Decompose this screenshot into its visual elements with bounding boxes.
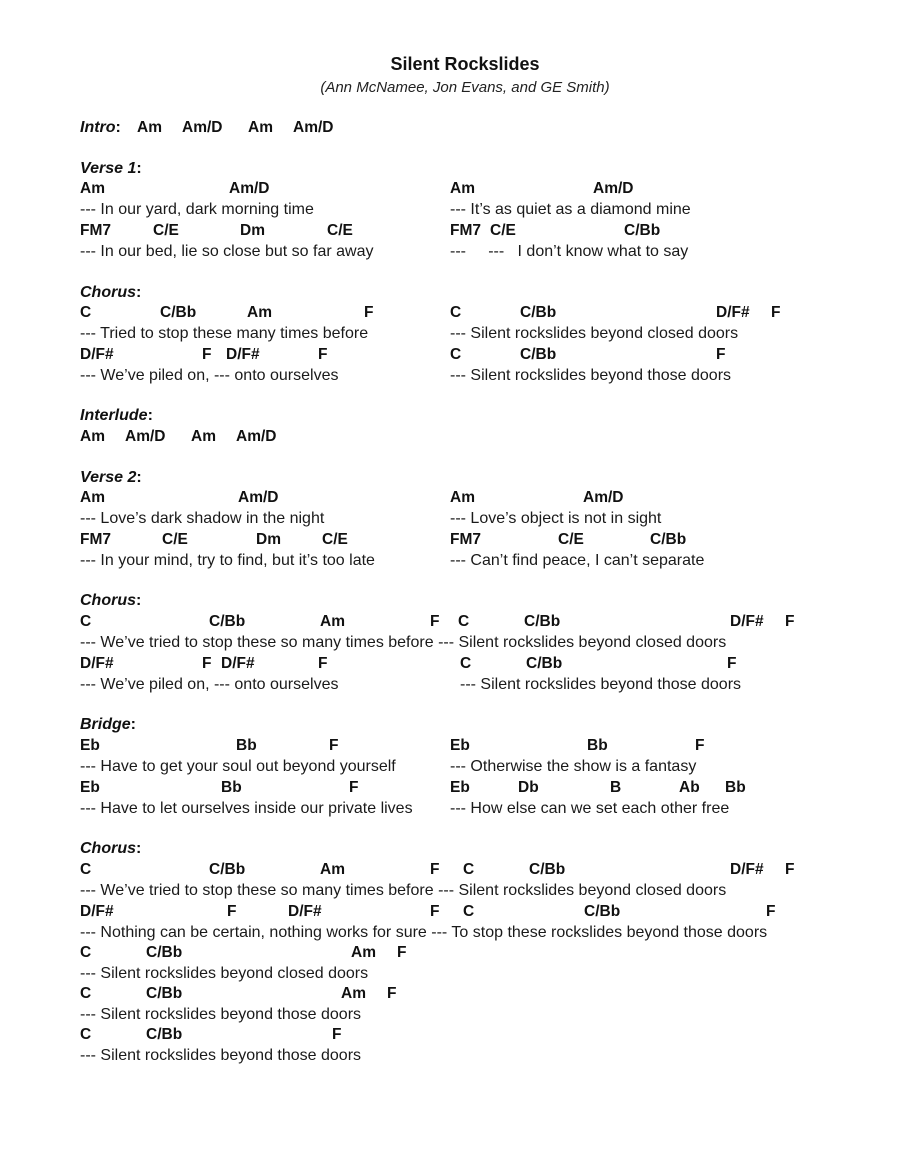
chord: Bb bbox=[221, 779, 242, 796]
chord: Bb bbox=[725, 779, 746, 796]
lyric-line: --- Silent rockslides beyond closed doors bbox=[450, 325, 739, 342]
chord: C/Bb bbox=[209, 861, 246, 878]
chord: Bb bbox=[236, 737, 257, 754]
lyric-line: --- Have to let ourselves inside our private lives bbox=[80, 800, 413, 817]
lyric-line: --- We’ve piled on, --- onto ourselves bbox=[80, 676, 339, 693]
chord: C/Bb bbox=[650, 531, 687, 548]
chord: Dm bbox=[256, 531, 281, 548]
chord: C/Bb bbox=[520, 346, 557, 363]
lyric-line: --- We’ve tried to stop these so many times before --- Silent rockslides beyond closed doors bbox=[80, 634, 727, 651]
chord: F bbox=[397, 944, 407, 961]
chord: F bbox=[727, 655, 737, 672]
chord: Am/D bbox=[583, 489, 624, 506]
section-label-text: Interlude bbox=[80, 407, 148, 424]
chord: C bbox=[80, 304, 92, 321]
chord: Am bbox=[450, 180, 475, 197]
chord: Dm bbox=[240, 222, 265, 239]
chord: C bbox=[80, 944, 92, 961]
lyric-line: --- Have to get your soul out beyond yourself bbox=[80, 758, 396, 775]
lyric-line: --- Love’s dark shadow in the night bbox=[80, 510, 325, 527]
chord: F bbox=[318, 655, 328, 672]
chord: Am bbox=[320, 613, 345, 630]
chord: C/E bbox=[322, 531, 348, 548]
chord: Am/D bbox=[293, 119, 334, 136]
song-credits: (Ann McNamee, Jon Evans, and GE Smith) bbox=[320, 79, 610, 96]
chord: F bbox=[430, 903, 440, 920]
chord: Eb bbox=[80, 779, 100, 796]
chord: C/E bbox=[153, 222, 179, 239]
chord: C/Bb bbox=[526, 655, 563, 672]
chord: Am bbox=[80, 180, 105, 197]
chord: C bbox=[80, 1026, 92, 1043]
section-label: Verse 2: bbox=[80, 469, 142, 486]
chord: C/E bbox=[327, 222, 353, 239]
lyric-line: --- We’ve piled on, --- onto ourselves bbox=[80, 367, 339, 384]
section-label: Chorus: bbox=[80, 284, 142, 301]
section-label-text: Chorus bbox=[80, 592, 136, 609]
chord: C/Bb bbox=[146, 1026, 183, 1043]
chord: F bbox=[364, 304, 374, 321]
chord: Am bbox=[248, 119, 273, 136]
chord: Eb bbox=[80, 737, 100, 754]
chord: Am bbox=[320, 861, 345, 878]
chord: C/Bb bbox=[146, 985, 183, 1002]
chord: Eb bbox=[450, 779, 470, 796]
lyric-line: --- Silent rockslides beyond closed doors bbox=[80, 965, 369, 982]
lyric-line: --- Silent rockslides beyond those doors bbox=[80, 1047, 362, 1064]
chord: Am bbox=[137, 119, 162, 136]
chord: Ab bbox=[679, 779, 700, 796]
chord: C/Bb bbox=[584, 903, 621, 920]
chord: C/E bbox=[162, 531, 188, 548]
chord: D/F# bbox=[226, 346, 260, 363]
chord: F bbox=[349, 779, 359, 796]
chord: C/Bb bbox=[209, 613, 246, 630]
chord: FM7 bbox=[450, 222, 481, 239]
chord: D/F# bbox=[730, 861, 764, 878]
section-label-text: Verse 1 bbox=[80, 160, 137, 177]
chord: Am/D bbox=[229, 180, 270, 197]
section-label-text: Bridge bbox=[80, 716, 131, 733]
chord: F bbox=[785, 861, 795, 878]
section-label: Interlude: bbox=[80, 407, 153, 424]
section-label-text: Chorus bbox=[80, 840, 136, 857]
section-label: Verse 1: bbox=[80, 160, 142, 177]
lyric-line: --- --- I don’t know what to say bbox=[450, 243, 689, 260]
chord: Am bbox=[450, 489, 475, 506]
chord: C/Bb bbox=[160, 304, 197, 321]
chord: D/F# bbox=[221, 655, 255, 672]
lyric-line: --- In your mind, try to find, but it’s too late bbox=[80, 552, 375, 569]
chord: B bbox=[610, 779, 622, 796]
chord: C bbox=[450, 304, 462, 321]
chord: C/Bb bbox=[524, 613, 561, 630]
lyric-line: --- Nothing can be certain, nothing works for sure --- To stop these rockslides beyond those doors bbox=[80, 924, 768, 941]
chord: C/Bb bbox=[146, 944, 183, 961]
chord: Am/D bbox=[236, 428, 277, 445]
chord: Am bbox=[351, 944, 376, 961]
chord: Am bbox=[80, 428, 105, 445]
lyric-line: --- We’ve tried to stop these so many times before --- Silent rockslides beyond closed doors bbox=[80, 882, 727, 899]
chord: Am bbox=[80, 489, 105, 506]
chord: C bbox=[463, 861, 475, 878]
chord: Db bbox=[518, 779, 539, 796]
chord: F bbox=[785, 613, 795, 630]
chord: F bbox=[430, 861, 440, 878]
chord: C/Bb bbox=[529, 861, 566, 878]
intro-label bbox=[80, 119, 121, 137]
chord: FM7 bbox=[450, 531, 481, 548]
section-label: Bridge: bbox=[80, 716, 136, 733]
chord: C bbox=[463, 903, 475, 920]
chord: C bbox=[458, 613, 470, 630]
chord: C/E bbox=[490, 222, 516, 239]
intro-label-text: Intro bbox=[80, 119, 116, 136]
lyric-line: --- Love’s object is not in sight bbox=[450, 510, 662, 527]
lyric-line: --- Silent rockslides beyond those doors bbox=[80, 1006, 362, 1023]
chord: F bbox=[227, 903, 237, 920]
chord: C/E bbox=[558, 531, 584, 548]
chord: C bbox=[450, 346, 462, 363]
lyric-line: --- Can’t find peace, I can’t separate bbox=[450, 552, 705, 569]
chord: C/Bb bbox=[624, 222, 661, 239]
chord: Am/D bbox=[593, 180, 634, 197]
chord: FM7 bbox=[80, 222, 111, 239]
chord: Am/D bbox=[182, 119, 223, 136]
chord: D/F# bbox=[80, 655, 114, 672]
song-title: Silent Rockslides bbox=[390, 54, 540, 74]
section-label-text: Verse 2 bbox=[80, 469, 137, 486]
chord: C bbox=[80, 613, 92, 630]
chord: D/F# bbox=[80, 346, 114, 363]
chord: Am bbox=[247, 304, 272, 321]
chord: Am bbox=[191, 428, 216, 445]
intro-colon: : bbox=[115, 119, 121, 136]
chord: D/F# bbox=[716, 304, 750, 321]
chord: F bbox=[766, 903, 776, 920]
chord: C bbox=[80, 985, 92, 1002]
chord: FM7 bbox=[80, 531, 111, 548]
chord: F bbox=[771, 304, 781, 321]
chord: Am/D bbox=[125, 428, 166, 445]
chord: F bbox=[318, 346, 328, 363]
chord: Am/D bbox=[238, 489, 279, 506]
chord: F bbox=[332, 1026, 342, 1043]
lyric-line: --- Silent rockslides beyond those doors bbox=[460, 676, 742, 693]
chord: D/F# bbox=[730, 613, 764, 630]
lyric-line: --- Tried to stop these many times before bbox=[80, 325, 369, 342]
chord: Am bbox=[341, 985, 366, 1002]
chord: C bbox=[80, 861, 92, 878]
chord: D/F# bbox=[288, 903, 322, 920]
lyric-line: --- How else can we set each other free bbox=[450, 800, 730, 817]
section-label: Chorus: bbox=[80, 840, 142, 857]
lyric-line: --- Otherwise the show is a fantasy bbox=[450, 758, 697, 775]
chord: F bbox=[695, 737, 705, 754]
chord: F bbox=[202, 655, 212, 672]
lyric-line: --- In our yard, dark morning time bbox=[80, 201, 314, 218]
chord: F bbox=[387, 985, 397, 1002]
chord: C/Bb bbox=[520, 304, 557, 321]
chord: D/F# bbox=[80, 903, 114, 920]
chord: Eb bbox=[450, 737, 470, 754]
chord: F bbox=[716, 346, 726, 363]
lyric-line: --- It’s as quiet as a diamond mine bbox=[450, 201, 691, 218]
lyric-line: --- Silent rockslides beyond those doors bbox=[450, 367, 732, 384]
chord: C bbox=[460, 655, 472, 672]
lyric-line: --- In our bed, lie so close but so far away bbox=[80, 243, 374, 260]
section-label-text: Chorus bbox=[80, 284, 136, 301]
chord: Bb bbox=[587, 737, 608, 754]
chord: F bbox=[430, 613, 440, 630]
chord: F bbox=[202, 346, 212, 363]
chord: F bbox=[329, 737, 339, 754]
section-label: Chorus: bbox=[80, 592, 142, 609]
